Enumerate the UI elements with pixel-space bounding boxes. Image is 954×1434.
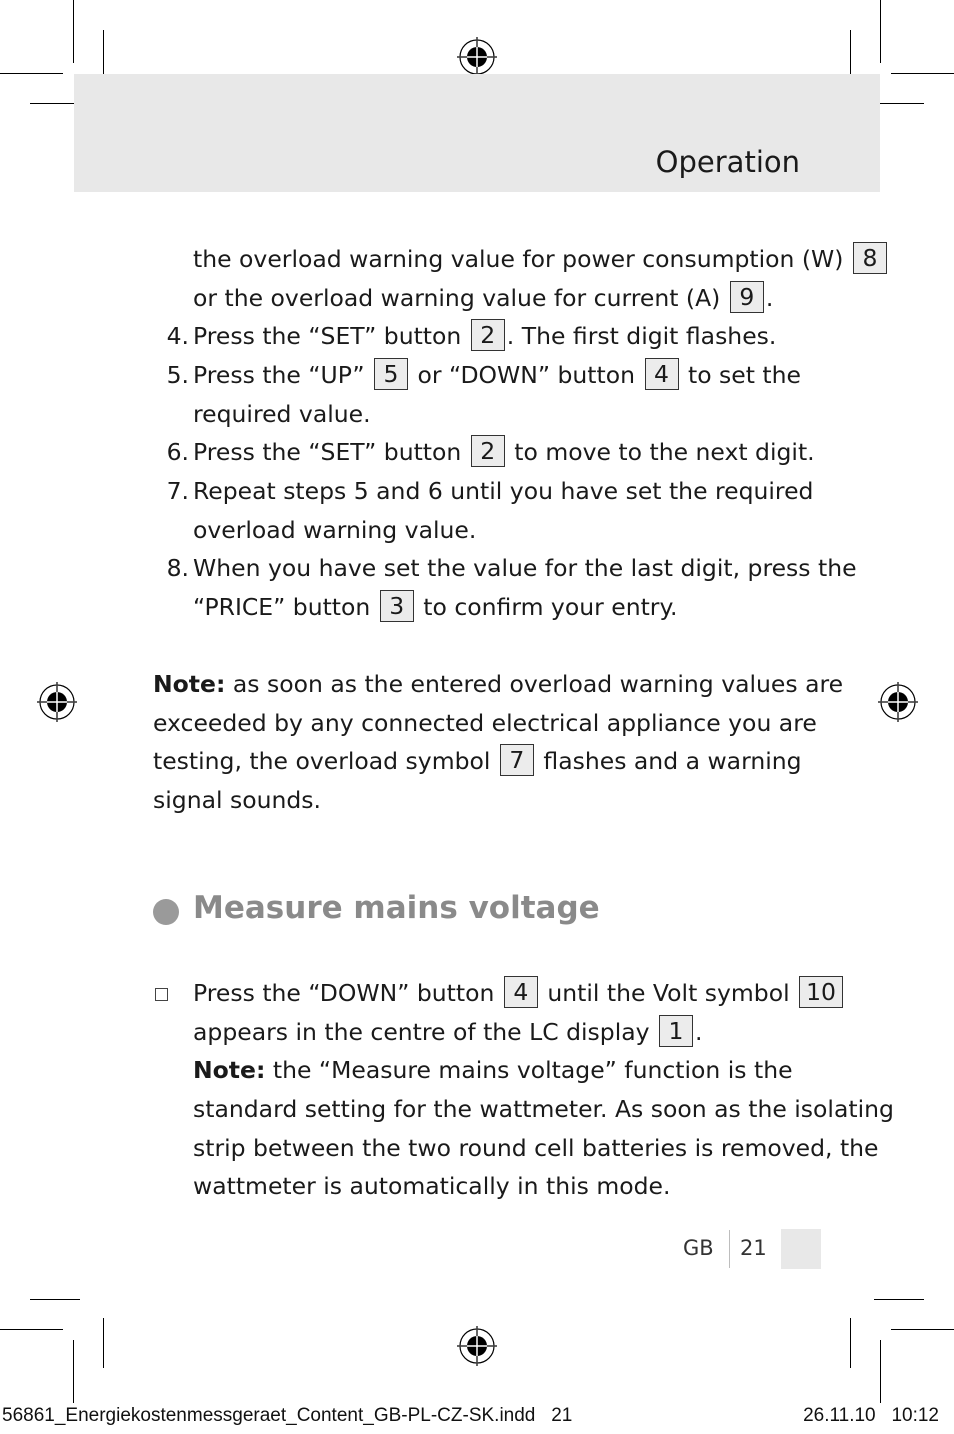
step-text: Press the “UP” [193, 361, 365, 389]
step-number: 7. [166, 477, 189, 505]
step-number: 6. [166, 438, 189, 466]
step-continuation [193, 588, 678, 627]
note-text: flashes and a warning [543, 747, 802, 775]
registration-mark-icon [457, 1326, 497, 1366]
slug-datetime: 26.11.10 10:12 [803, 1405, 939, 1426]
note-line [153, 665, 843, 704]
step-number: 8. [166, 554, 189, 582]
instruction-note-line: strip between the two round cell batteries is removed, the [193, 1134, 879, 1162]
note-line: signal sounds. [153, 786, 322, 814]
instruction-note-line [193, 1051, 793, 1090]
step-item: Repeat steps 5 and 6 until you have set the required [193, 477, 814, 505]
step-text: . The first digit flashes. [506, 322, 777, 350]
note-text: testing, the overload symbol [153, 747, 491, 775]
step-item [193, 433, 815, 472]
section-title: Operation [655, 145, 800, 179]
reference-number: 9 [730, 281, 764, 313]
slug-filename: 56861_Energiekostenmessgeraet_Content_GB-PL-CZ-SK.indd 21 [2, 1405, 573, 1426]
footer-divider [729, 1230, 730, 1268]
step-number: 4. [166, 322, 189, 350]
bullet-dot-icon [153, 899, 179, 925]
step-item [193, 356, 801, 395]
reference-number: 5 [374, 358, 408, 390]
step-text: to set the [687, 361, 801, 389]
reference-number: 8 [853, 242, 887, 274]
registration-mark-icon [878, 682, 918, 722]
registration-mark-icon [37, 682, 77, 722]
step-continuation [193, 279, 773, 318]
note-line [153, 742, 802, 781]
reference-number: 10 [799, 976, 843, 1008]
note-label: Note: [153, 670, 226, 698]
instruction-line [193, 974, 845, 1013]
step-item [193, 317, 776, 356]
page-number: 21 [740, 1236, 767, 1260]
step-continuation: overload warning value. [193, 516, 477, 544]
reference-number: 4 [645, 358, 679, 390]
reference-number: 2 [471, 435, 505, 467]
reference-number: 7 [500, 744, 534, 776]
instruction-text: . [695, 1018, 703, 1046]
instruction-text: until the Volt symbol [547, 979, 790, 1007]
step-item: When you have set the value for the last digit, press the [193, 554, 857, 582]
step-text: Press the “SET” button [193, 438, 462, 466]
reference-number: 1 [659, 1015, 693, 1047]
reference-number: 4 [504, 976, 538, 1008]
step-text: . [765, 284, 774, 312]
instruction-note-line: standard setting for the wattmeter. As soon as the isolating [193, 1095, 894, 1123]
note-text: the “Measure mains voltage” function is the [272, 1056, 793, 1084]
reference-number: 3 [380, 590, 414, 622]
reference-number: 2 [471, 319, 505, 351]
step-text: the overload warning value for power consumption (W) [193, 245, 844, 273]
registration-mark-icon [457, 37, 497, 77]
note-label: Note: [193, 1056, 266, 1084]
instruction-line [193, 1013, 703, 1052]
step-continuation [193, 240, 889, 279]
step-text: or the overload warning value for current (A) [193, 284, 721, 312]
instruction-text: appears in the centre of the LC display [193, 1018, 650, 1046]
footer-language: GB [683, 1236, 714, 1260]
note-text: as soon as the entered overload warning values are [232, 670, 844, 698]
step-text: to move to the next digit. [514, 438, 815, 466]
step-text: Press the “SET” button [193, 322, 462, 350]
step-text: “PRICE” button [193, 593, 371, 621]
instruction-text: Press the “DOWN” button [193, 979, 495, 1007]
step-text: or “DOWN” button [417, 361, 636, 389]
instruction-note-line: wattmeter is automatically in this mode. [193, 1172, 671, 1200]
step-text: to confirm your entry. [423, 593, 678, 621]
step-continuation: required value. [193, 400, 371, 428]
note-line: exceeded by any connected electrical appliance you are [153, 709, 817, 737]
step-number: 5. [166, 361, 189, 389]
checkbox-icon [155, 988, 168, 1001]
footer-tab [781, 1229, 821, 1269]
section-heading: Measure mains voltage [193, 890, 600, 926]
